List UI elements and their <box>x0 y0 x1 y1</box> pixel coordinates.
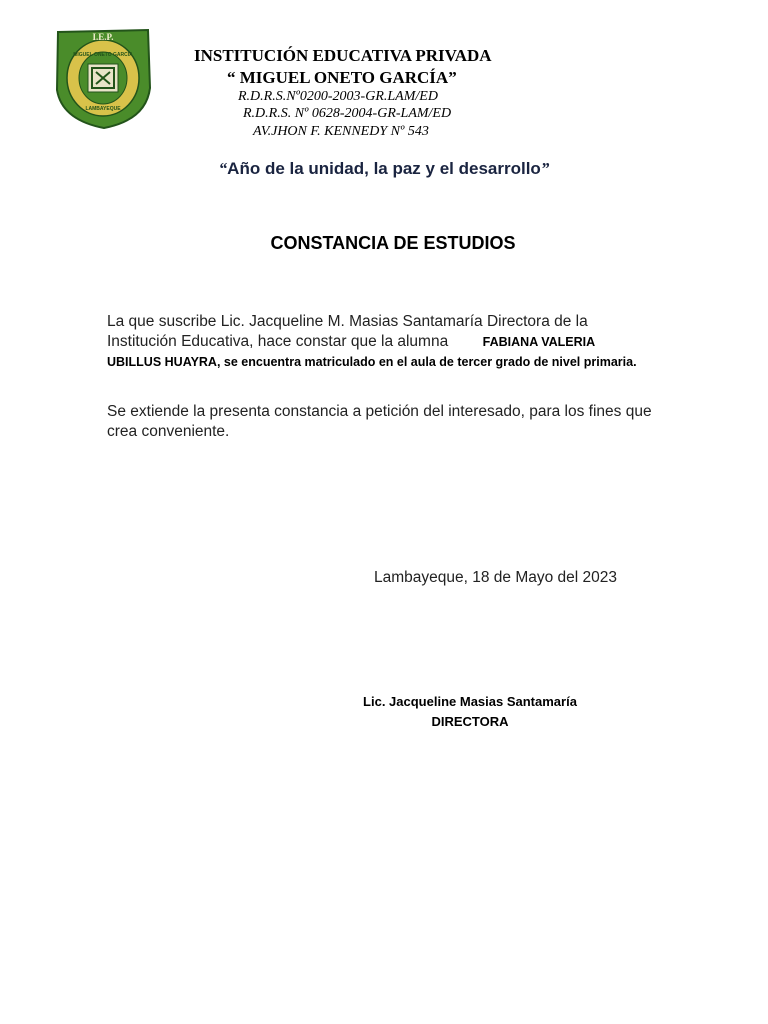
school-logo <box>54 28 152 130</box>
institution-line: INSTITUCIÓN EDUCATIVA PRIVADA <box>194 46 492 65</box>
year-motto <box>0 159 768 179</box>
motto-close-quote: ” <box>540 159 550 178</box>
date-line: Lambayeque, 18 de Mayo del 2023 <box>374 569 618 586</box>
school-name: “ MIGUEL ONETO GARCÍA” <box>227 68 457 87</box>
motto-open-quote: “ <box>218 159 228 178</box>
signatory-name: Lic. Jacqueline Masias Santamaría <box>363 694 577 709</box>
logo-bottom-text: LAMBAYEQUE <box>85 106 121 112</box>
resolution-1: R.D.R.S.Nº0200-2003-GR.LAM/ED <box>238 89 438 104</box>
body-paragraph-1 <box>107 312 652 372</box>
logo-arc-text: MIGUEL ONETO GARCÍA <box>73 52 133 58</box>
paragraph-1-lead: La que suscribe Lic. Jacqueline M. Masias Santamaría Directora de la Institución Educativa, hace constar que la alumna <box>107 313 588 350</box>
resolution-2: R.D.R.S. Nº 0628-2004-GR-LAM/ED <box>243 106 452 121</box>
address: AV.JHON F. KENNEDY Nº 543 <box>253 124 429 139</box>
motto-text: Año de la unidad, la paz y el desarrollo <box>227 159 541 178</box>
document-title: CONSTANCIA DE ESTUDIOS <box>270 233 516 253</box>
signatory-role: DIRECTORA <box>431 714 509 729</box>
student-statement: FABIANA VALERIA UBILLUS HUAYRA, se encuentra matriculado en el aula de tercer grado de nivel primaria. <box>107 335 637 369</box>
body-paragraph-2: Se extiende la presenta constancia a petición del interesado, para los fines que crea conveniente. <box>107 403 652 440</box>
logo-top-text: I.E.P. <box>92 32 114 42</box>
